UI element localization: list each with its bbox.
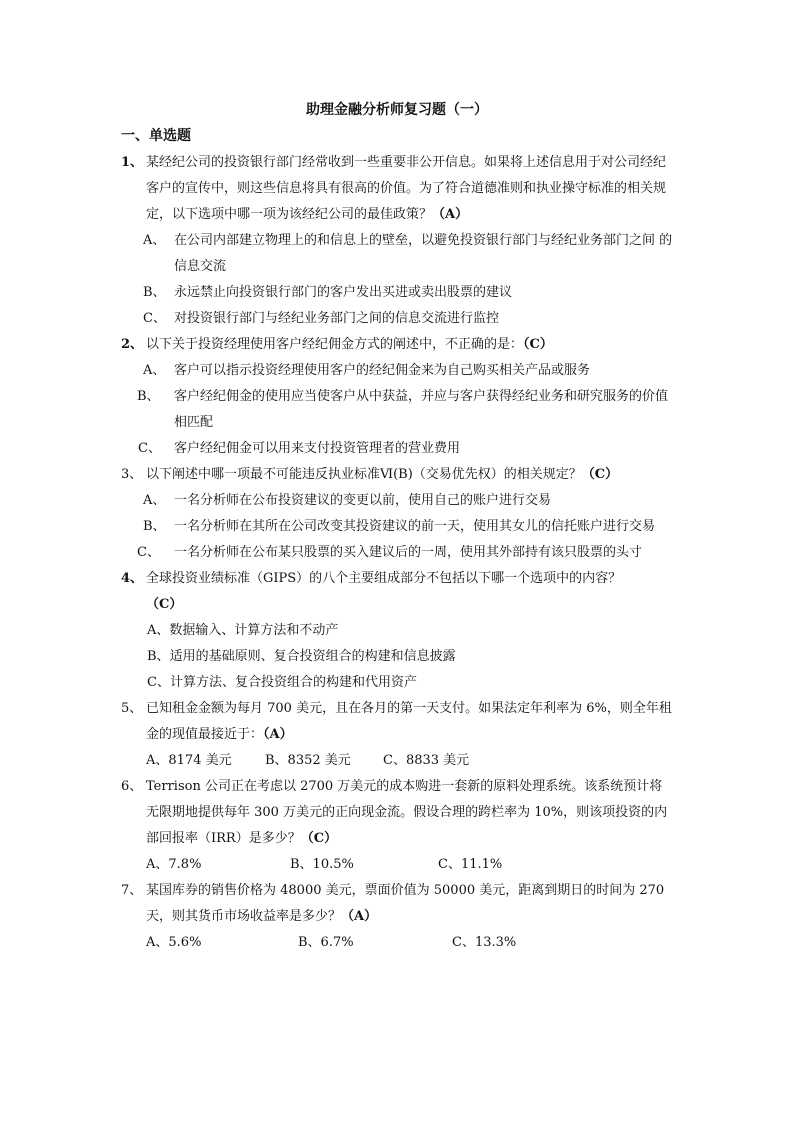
question-text: 某国库券的销售价格为 48000 美元，票面价值为 50000 美元，距离到期日的时间为 270 天，则其货币市场收益率是多少？ (146, 883, 665, 924)
question-stem (0, 462, 794, 488)
question-stem (0, 150, 794, 228)
option-mark: A、 (143, 233, 166, 248)
option-a (0, 228, 794, 280)
option-text: 客户经纪佣金的使用应当使客户从中获益，并应与客户获得经纪业务和研究服务的价值相匹配 (174, 389, 669, 430)
question-text: 以下阐述中哪一项最不可能违反执业标准Ⅵ(B)（交易优先权）的相关规定？ (146, 467, 582, 482)
question-number: 4、 (121, 571, 144, 586)
option-text: 一名分析师在公布投资建议的变更以前，使用自己的账户进行交易 (174, 493, 552, 508)
question-answer: （A） (341, 909, 378, 924)
option-a (0, 618, 794, 644)
option-c: C、11.1% (438, 857, 503, 872)
question-answer: （A） (432, 207, 469, 222)
option-a (0, 488, 794, 514)
option-mark: C、 (147, 675, 170, 690)
question-text: 已知租金金额为每月 700 美元，且在各月的第一天支付。如果法定年利率为 6%，则全年租金的现值最接近于： (146, 701, 672, 742)
question-number: 3、 (121, 467, 143, 482)
option-c: C、13.3% (452, 935, 517, 950)
question-answer: （C） (581, 467, 619, 482)
question-number: 2、 (121, 337, 144, 352)
option-text: 一名分析师在公布某只股票的买入建议后的一周，使用其外部持有该只股票的头寸 (174, 545, 643, 560)
option-mark: B、 (143, 519, 166, 534)
question-4 (0, 566, 794, 696)
option-b (0, 644, 794, 670)
question-number: 5、 (121, 701, 143, 716)
option-c (0, 540, 794, 566)
option-text: 计算方法、复合投资组合的构建和代用资产 (169, 675, 417, 690)
option-mark: B、 (137, 389, 160, 404)
option-text: 数据输入、计算方法和不动产 (169, 623, 339, 638)
option-c (0, 670, 794, 696)
question-3 (0, 462, 794, 566)
option-text: 客户经纪佣金可以用来支付投资管理者的营业费用 (174, 441, 461, 456)
option-mark: B、 (147, 649, 170, 664)
option-row (0, 748, 794, 774)
question-answer: （C） (146, 597, 183, 612)
question-7 (0, 878, 794, 956)
option-mark: C、 (143, 311, 166, 326)
question-answer: （C） (300, 831, 338, 846)
question-2 (0, 332, 794, 462)
option-b (0, 514, 794, 540)
option-row (0, 852, 794, 878)
option-b: B、10.5% (290, 857, 354, 872)
option-text: 对投资银行部门与经纪业务部门之间的信息交流进行监控 (174, 311, 500, 326)
option-b (0, 280, 794, 306)
option-b: B、6.7% (298, 935, 354, 950)
question-text: Terrison 公司正在考虑以 2700 万美元的成本购进一套新的原料处理系统。该系统预计将无限期地提供每年 300 万美元的正向现金流。假设合理的跨栏率为 10%，则该项投资的内部回报率（IRR）是多少？ (146, 779, 668, 846)
option-a (0, 358, 794, 384)
question-text: 某经纪公司的投资银行部门经常收到一些重要非公开信息。如果将上述信息用于对公司经纪客户的宣传中，则这些信息将具有很高的价值。为了符合道德准则和执业操守标准的相关规定，以下选项中哪一项为该经纪公司的最佳政策？ (146, 155, 667, 222)
option-mark: A、 (147, 623, 170, 638)
question-answer: （A） (263, 727, 293, 742)
question-number: 7、 (121, 883, 143, 898)
option-mark: A、 (143, 493, 166, 508)
option-mark: C、 (138, 441, 161, 456)
question-1 (0, 150, 794, 332)
question-list (0, 150, 794, 956)
option-mark: B、 (143, 285, 166, 300)
question-stem (0, 332, 794, 358)
option-text: 适用的基础原则、复合投资组合的构建和信息披露 (169, 649, 456, 664)
option-a: A、8174 美元 (146, 753, 232, 768)
question-stem (0, 774, 794, 852)
question-stem (0, 878, 794, 930)
option-c (0, 306, 794, 332)
question-stem (0, 566, 794, 618)
question-5 (0, 696, 794, 774)
option-mark: C、 (137, 545, 160, 560)
option-text: 在公司内部建立物理上的和信息上的壁垒，以避免投资银行部门与经纪业务部门之间 的信息交流 (174, 233, 673, 274)
option-a: A、7.8% (146, 857, 202, 872)
question-6 (0, 774, 794, 878)
question-text: 以下关于投资经理使用客户经纪佣金方式的阐述中，不正确的是： (146, 337, 524, 352)
option-b: B、8352 美元 (265, 753, 351, 768)
question-stem (0, 696, 794, 748)
option-mark: A、 (143, 363, 166, 378)
option-text: 客户可以指示投资经理使用客户的经纪佣金来为自己购买相关产品或服务 (174, 363, 591, 378)
option-text: 一名分析师在其所在公司改变其投资建议的前一天，使用其女儿的信托账户进行交易 (174, 519, 656, 534)
option-c: C、8833 美元 (383, 753, 470, 768)
question-text: 全球投资业绩标准（GIPS）的八个主要组成部分不包括以下哪一个选项中的内容？ (146, 571, 622, 586)
question-answer: （C） (523, 337, 553, 352)
option-c (0, 436, 794, 462)
option-a: A、5.6% (146, 935, 202, 950)
question-number: 1、 (121, 155, 144, 170)
document-title: 助理金融分析师复习题（一） (306, 102, 488, 118)
option-b (0, 384, 794, 436)
option-row (0, 930, 794, 956)
question-number: 6、 (121, 779, 143, 794)
option-text: 永远禁止向投资银行部门的客户发出买进或卖出股票的建议 (174, 285, 513, 300)
section-heading: 一、单选题 (121, 128, 191, 144)
